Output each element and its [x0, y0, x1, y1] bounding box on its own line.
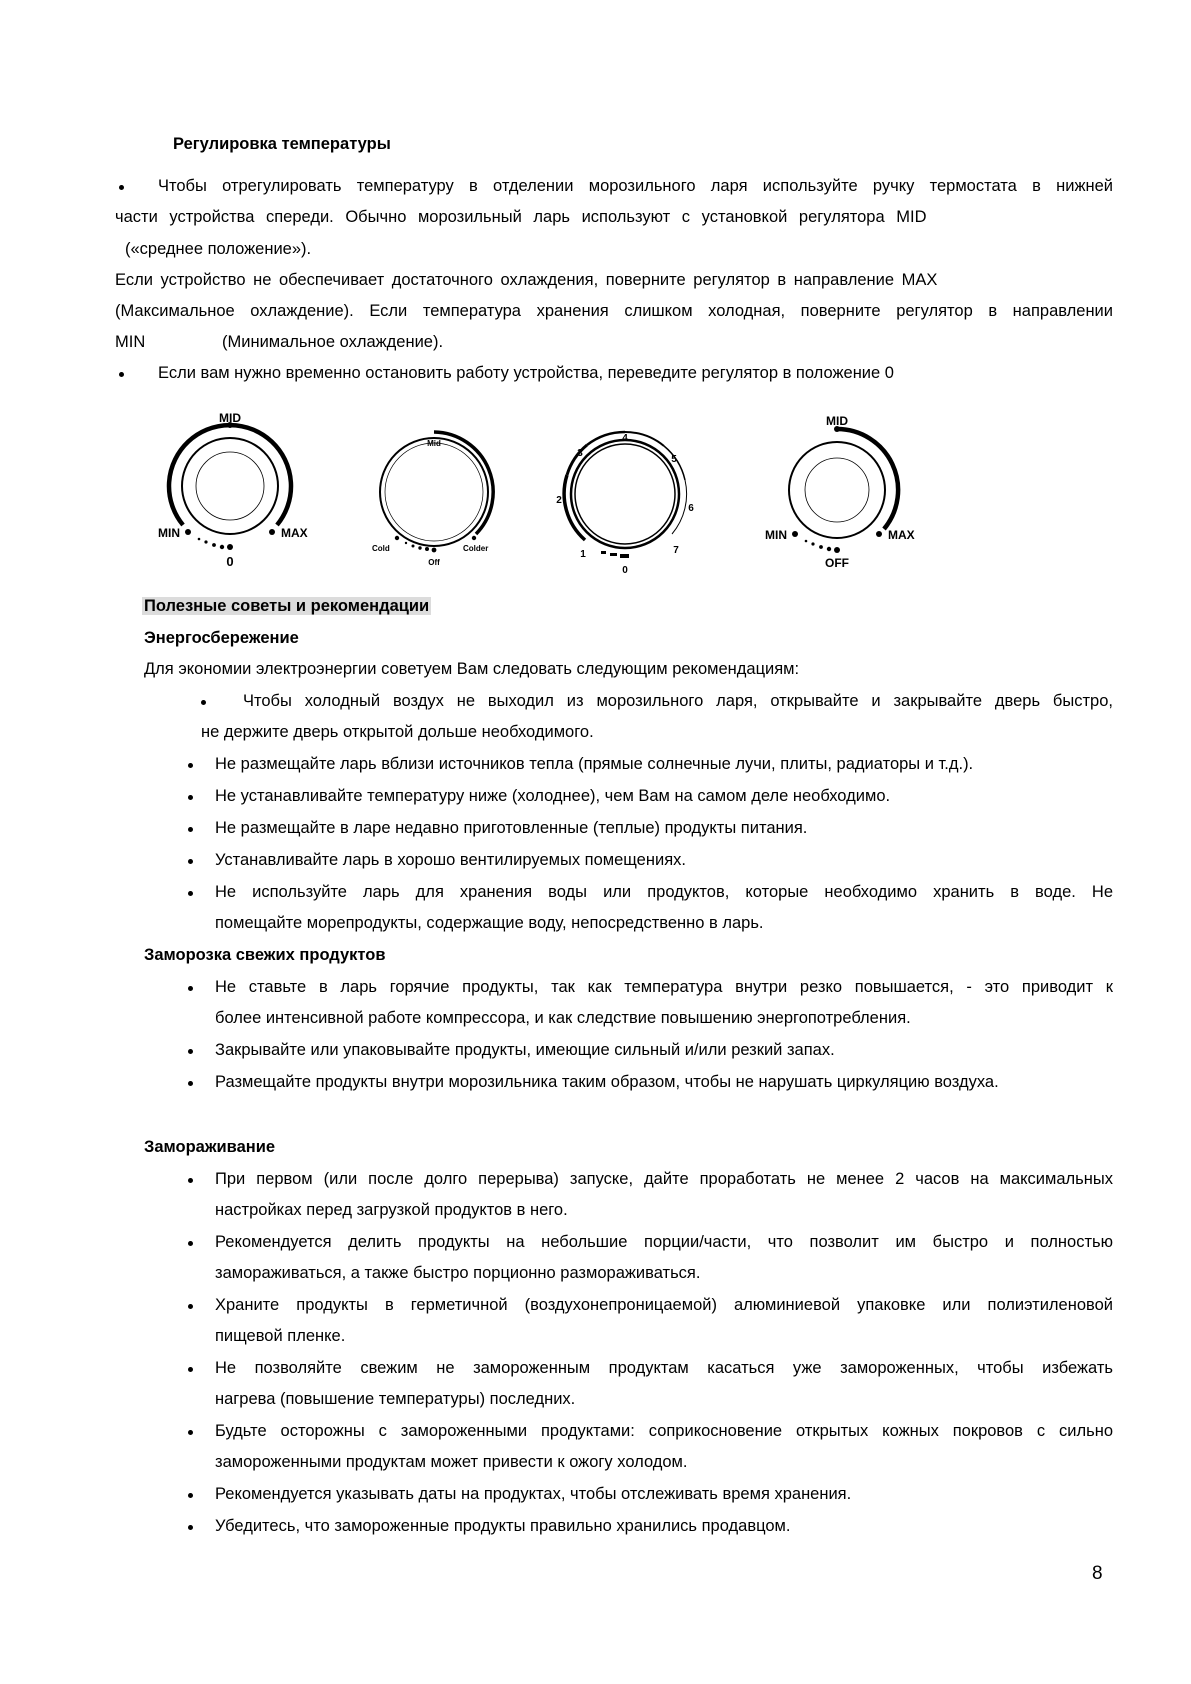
dial-1-label-mid: MID	[219, 411, 241, 425]
para-max-line2: (Максимальное охлаждение). Если температура хранения слишком холодная, поверните регулятор в направлении	[115, 302, 1113, 320]
dial-2	[372, 432, 493, 567]
bullet	[188, 986, 193, 991]
dial-2-label-off: Off	[428, 558, 440, 567]
energy-tip-6-line2: помещайте морепродукты, содержащие воду, непосредственно в ларь.	[215, 914, 764, 932]
energy-tip-6-line1: Не используйте ларь для хранения воды или продуктов, которые необходимо хранить в воде. Не	[215, 883, 1113, 901]
dial-2-label-mid: Mid	[427, 439, 441, 448]
dial-3-label-0: 0	[622, 565, 628, 576]
page-number: 8	[1092, 1563, 1103, 1584]
bullet	[119, 372, 124, 377]
energy-tip-1-line2: не держите дверь открытой дольше необходимого.	[201, 723, 594, 741]
freeze-tip-2-line2: замораживаться, а также быстро порционно размораживаться.	[215, 1264, 701, 1282]
dial-4-label-max: MAX	[888, 528, 915, 542]
freeze-tip-7: Убедитесь, что замороженные продукты правильно хранились продавцом.	[215, 1517, 791, 1535]
dial-3-label-2: 2	[556, 495, 562, 506]
thermostat-dials	[0, 410, 1191, 610]
energy-tip-4: Не размещайте в ларе недавно приготовленные (теплые) продукты питания.	[215, 819, 808, 837]
fresh-tip-1-line2: более интенсивной работе компрессора, и как следствие повышению энергопотребления.	[215, 1009, 911, 1027]
bullet	[119, 185, 124, 190]
para-min-label: MIN	[115, 333, 146, 351]
tips-title	[142, 597, 431, 616]
dial-4-label-off: OFF	[825, 556, 849, 570]
para-min-desc: (Минимальное охлаждение).	[222, 333, 444, 351]
dial-1	[158, 411, 308, 569]
tips-title-text: Полезные советы и рекомендации	[144, 597, 430, 615]
dial-3-label-4: 4	[622, 433, 628, 444]
dial-2-label-colder: Colder	[463, 544, 489, 553]
energy-tip-5: Устанавливайте ларь в хорошо вентилируемых помещениях.	[215, 851, 686, 869]
bullet	[188, 1081, 193, 1086]
energy-tip-3: Не устанавливайте температуру ниже (холоднее), чем Вам на самом деле необходимо.	[215, 787, 891, 805]
freeze-tip-1-line1: При первом (или после долго перерыва) запуске, дайте проработать не менее 2 часов на максимальных	[215, 1170, 1113, 1188]
dial-3	[556, 432, 694, 576]
dial-4	[765, 414, 915, 570]
bullet	[188, 763, 193, 768]
freeze-tip-5-line2: замороженными продуктам может привести к ожогу холодом.	[215, 1453, 688, 1471]
dial-4-label-mid: MID	[826, 414, 848, 428]
dial-4-label-min: MIN	[765, 528, 787, 542]
freeze-tip-5-line1: Будьте осторожны с замороженными продуктами: соприкосновение открытых кожных покровов с сильно	[215, 1422, 1113, 1440]
fresh-heading: Заморозка свежих продуктов	[144, 946, 386, 964]
fresh-tip-2: Закрывайте или упаковывайте продукты, имеющие сильный и/или резкий запах.	[215, 1041, 835, 1059]
fresh-tip-3: Размещайте продукты внутри морозильника таким образом, чтобы не нарушать циркуляцию воздуха.	[215, 1073, 999, 1091]
bullet	[188, 1304, 193, 1309]
energy-tip-2: Не размещайте ларь вблизи источников тепла (прямые солнечные лучи, плиты, радиаторы и т.д.).	[215, 755, 974, 773]
bullet	[188, 859, 193, 864]
freeze-tip-4-line1: Не позволяйте свежим не замороженным продуктам касаться уже замороженных, чтобы избежать	[215, 1359, 1113, 1377]
bullet	[188, 1178, 193, 1183]
para-max-line1: Если устройство не обеспечивает достаточного охлаждения, поверните регулятор в направление MAX	[115, 271, 938, 289]
dial-1-label-zero: 0	[226, 554, 234, 569]
freeze-tip-4-line2: нагрева (повышение температуры) последних.	[215, 1390, 576, 1408]
freeze-tip-1-line2: настройках перед загрузкой продуктов в него.	[215, 1201, 568, 1219]
bullet	[188, 1430, 193, 1435]
para-thermostat-line2: части устройства спереди. Обычно морозильный ларь используют с установкой регулятора MID	[115, 208, 927, 226]
para-thermostat-line1: Чтобы отрегулировать температуру в отделении морозильного ларя используйте ручку термостата в нижней	[158, 177, 1113, 195]
energy-heading: Энергосбережение	[144, 629, 299, 647]
dial-3-label-6: 6	[688, 503, 694, 514]
bullet	[188, 1049, 193, 1054]
dial-3-label-5: 5	[671, 454, 677, 465]
freeze-tip-2-line1: Рекомендуется делить продукты на небольшие порции/части, что позволит им быстро и полностью	[215, 1233, 1113, 1251]
bullet	[188, 891, 193, 896]
bullet	[201, 700, 206, 705]
freeze-tip-6: Рекомендуется указывать даты на продуктах, чтобы отслеживать время хранения.	[215, 1485, 852, 1503]
bullet	[188, 1525, 193, 1530]
dial-3-label-3: 3	[577, 448, 583, 459]
bullet	[188, 1367, 193, 1372]
freeze-tip-3-line2: пищевой пленке.	[215, 1327, 346, 1345]
freeze-heading: Замораживание	[144, 1138, 276, 1156]
energy-tip-1-line1: Чтобы холодный воздух не выходил из морозильного ларя, открывайте и закрывайте дверь быстро,	[243, 692, 1113, 710]
dial-1-label-max: MAX	[281, 526, 308, 540]
dial-1-label-min: MIN	[158, 526, 180, 540]
fresh-tip-1-line1: Не ставьте в ларь горячие продукты, так как температура внутри резко повышается, - это приводит к	[215, 978, 1113, 996]
bullet	[188, 795, 193, 800]
dial-3-label-1: 1	[580, 549, 586, 560]
dial-3-label-7: 7	[673, 545, 679, 556]
bullet	[188, 827, 193, 832]
freeze-tip-3-line1: Храните продукты в герметичной (воздухонепроницаемой) алюминиевой упаковке или полиэтиленовой	[215, 1296, 1113, 1314]
bullet	[188, 1241, 193, 1246]
bullet	[188, 1493, 193, 1498]
dial-2-label-cold: Cold	[372, 544, 390, 553]
section-heading-temperature: Регулировка температуры	[173, 135, 391, 153]
para-stop: Если вам нужно временно остановить работу устройства, переведите регулятор в положение 0	[158, 364, 894, 382]
para-thermostat-line3: («среднее положение»).	[125, 240, 312, 258]
energy-intro: Для экономии электроэнергии советуем Вам следовать следующим рекомендациям:	[144, 660, 800, 678]
